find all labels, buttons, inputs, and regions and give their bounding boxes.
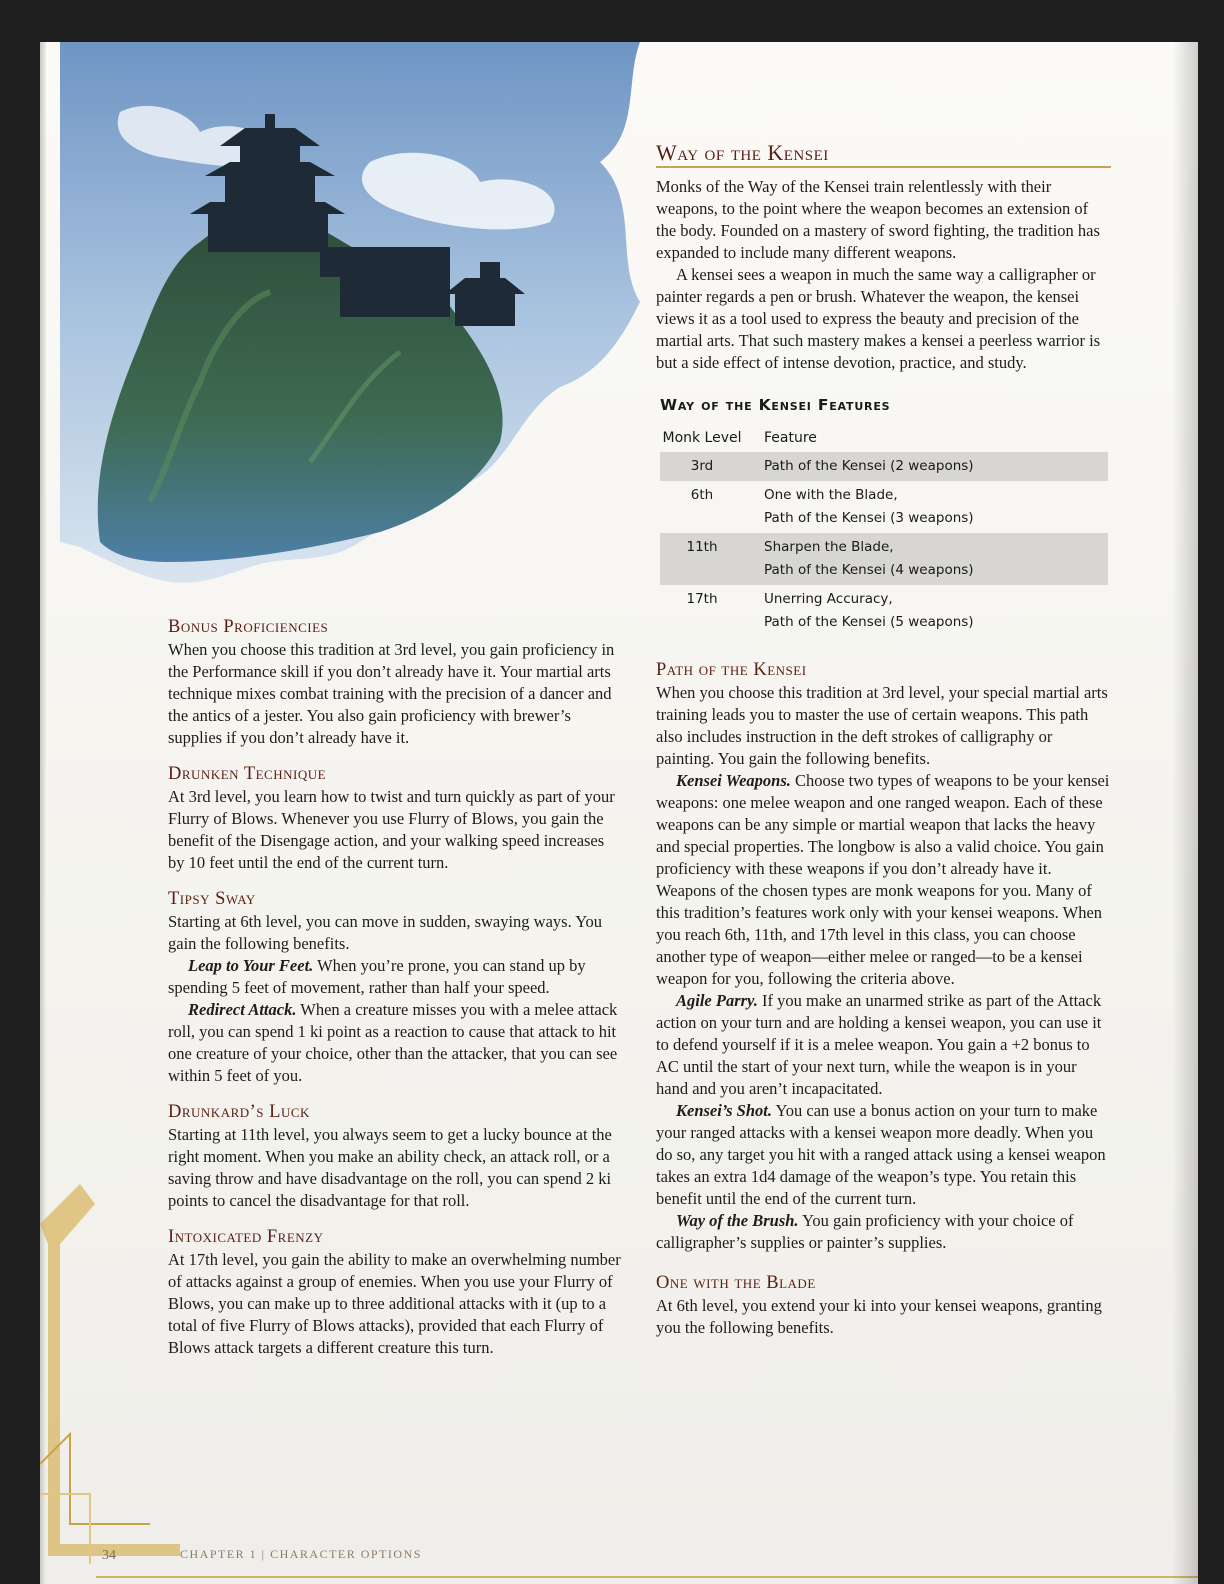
left-column (168, 602, 623, 1359)
leap-text: When you’re prone, you can stand up by spending 5 feet of movement, rather than half your speed. (168, 956, 586, 997)
drunken-technique-heading: Drunken Technique (168, 764, 327, 784)
leap-label: Leap to Your Feet. (188, 956, 314, 975)
row-feature: Path of the Kensei (2 weapons) (750, 452, 1108, 481)
row-level: 3rd (660, 452, 750, 481)
way-of-brush-paragraph (656, 1210, 1111, 1254)
path-intro-text: When you choose this tradition at 3rd level, your special martial arts training leads you to master the use of certain weapons. This path also includes instruction in the deft strokes of calligraphy or painting. You gain the following benefits. (656, 683, 1108, 768)
row-level: 6th (690, 487, 714, 503)
way-of-brush-label: Way of the Brush. (676, 1211, 799, 1230)
chapter-footer: CHAPTER 1 | CHARACTER OPTIONS (180, 1547, 422, 1561)
bonus-proficiencies-heading: Bonus Proficiencies (168, 617, 329, 637)
redirect-text: When a creature misses you with a melee attack roll, you can spend 1 ki point as a reaction to cause that attack to hit one creature of your choice, other than the attacker, that you can see within 5 feet of you. (168, 1000, 618, 1085)
table-row (660, 481, 1108, 533)
page-number: 34 (102, 1548, 116, 1563)
book-page (40, 42, 1198, 1584)
row-feature: Unerring Accuracy, Path of the Kensei (5 weapons) (764, 591, 974, 630)
table-row (660, 452, 1108, 481)
agile-parry-paragraph (656, 990, 1111, 1100)
gold-frame-ornament (40, 1164, 180, 1584)
intro-paragraph-1: Monks of the Way of the Kensei train relentlessly with their weapons, to the point where the weapon becomes an extension of the body. Founded on a mastery of sword fighting, the tradition has expanded to include many different weapons. (656, 177, 1100, 262)
kenseis-shot-paragraph (656, 1100, 1111, 1210)
one-with-blade-text: At 6th level, you extend your ki into your kensei weapons, granting you the following benefits. (656, 1296, 1102, 1337)
tipsy-sway-heading: Tipsy Sway (168, 889, 256, 909)
one-with-blade-heading: One with the Blade (656, 1273, 816, 1293)
bonus-proficiencies-text: When you choose this tradition at 3rd level, you gain proficiency in the Performance skill if you don’t already have it. Your martial arts technique mixes combat training with the precision of a dancer and the antics of a jester. You also gain proficiency with brewer’s supplies if you don’t already have it. (168, 640, 615, 747)
table-row (660, 533, 1108, 585)
right-column (656, 142, 1111, 1339)
tipsy-sway-text: Starting at 6th level, you can move in sudden, swaying ways. You gain the following benefits. (168, 912, 602, 953)
row-level: 11th (660, 533, 750, 585)
col-feature: Feature (764, 430, 817, 446)
temple-illustration (40, 42, 660, 602)
path-of-kensei-heading: Path of the Kensei (656, 660, 807, 680)
section-title: Way of the Kensei (656, 142, 1111, 168)
way-of-brush-text: You gain proficiency with your choice of calligrapher’s supplies or painter’s supplies. (656, 1211, 1074, 1252)
kensei-weapons-text: Choose two types of weapons to be your kensei weapons: one melee weapon and one ranged weapon. Each of these weapons can be any simple or martial weapon that lacks the heavy and special properties. The longbow is also a valid choice. You gain proficiency with these weapons if you don’t already have it. Weapons of the chosen types are monk weapons for you. Many of this tradition’s features work only with your kensei weapons. When you reach 6th, 11th, and 17th level in this class, you can choose another type of weapon—either melee or ranged—to be a kensei weapon for you, following the criteria above. (656, 771, 1110, 988)
col-monk-level: Monk Level (662, 430, 742, 446)
features-table-title: Way of the Kensei Features (660, 396, 891, 414)
row-feature: One with the Blade, Path of the Kensei (3 weapons) (764, 487, 974, 526)
kensei-weapons-label: Kensei Weapons. (676, 771, 791, 790)
redirect-label: Redirect Attack. (188, 1000, 297, 1019)
drunkards-luck-text: Starting at 11th level, you always seem to get a lucky bounce at the right moment. When you make an ability check, an attack roll, or a saving throw and have disadvantage on the roll, you can spend 2 ki points to cancel the disadvantage for that roll. (168, 1125, 612, 1210)
drunken-technique-text: At 3rd level, you learn how to twist and turn quickly as part of your Flurry of Blows. Whenever you use Flurry of Blows, you gain the benefit of the Disengage action, and your walking speed increases by 10 feet until the end of the current turn. (168, 787, 615, 872)
agile-parry-text: If you make an unarmed strike as part of the Attack action on your turn and are holding a kensei weapon, you can use it to defend yourself if it is a melee weapon. You gain a +2 bonus to AC until the start of your next turn, while the weapon is in your hand and you aren’t incapacitated. (656, 991, 1102, 1098)
intoxicated-frenzy-text: At 17th level, you gain the ability to make an overwhelming number of attacks against a group of enemies. When you use your Flurry of Blows, you can make up to three additional attacks with it (up to a total of five Flurry of Blows attacks), provided that each Flurry of Blows attack targets a different creature this turn. (168, 1250, 621, 1357)
intoxicated-frenzy-heading: Intoxicated Frenzy (168, 1227, 324, 1247)
drunkards-luck-heading: Drunkard’s Luck (168, 1102, 310, 1122)
footer-rule (96, 1576, 1198, 1578)
kenseis-shot-label: Kensei’s Shot. (676, 1101, 772, 1120)
table-row (660, 585, 1108, 637)
redirect-paragraph (168, 999, 623, 1087)
kensei-weapons-paragraph (656, 770, 1111, 990)
kenseis-shot-text: You can use a bonus action on your turn to make your ranged attacks with a kensei weapon more deadly. When you do so, any target you hit with a ranged attack using a kensei weapon takes an extra 1d4 damage of the weapon’s type. You retain this benefit until the end of the current turn. (656, 1101, 1106, 1208)
agile-parry-label: Agile Parry. (676, 991, 758, 1010)
table-header-row (660, 424, 1108, 452)
page-edge-shadow (1172, 42, 1198, 1584)
features-table (660, 424, 1108, 637)
row-feature: Sharpen the Blade, Path of the Kensei (4 weapons) (750, 533, 1108, 585)
intro-paragraph-2: A kensei sees a weapon in much the same way a calligrapher or painter regards a pen or brush. Whatever the weapon, the kensei views it as a tool used to express the beauty and precision of the martial arts. That such mastery makes a kensei a peerless warrior is but a side effect of intense devotion, practice, and study. (656, 265, 1101, 372)
row-level: 17th (686, 591, 718, 607)
leap-paragraph (168, 955, 623, 999)
